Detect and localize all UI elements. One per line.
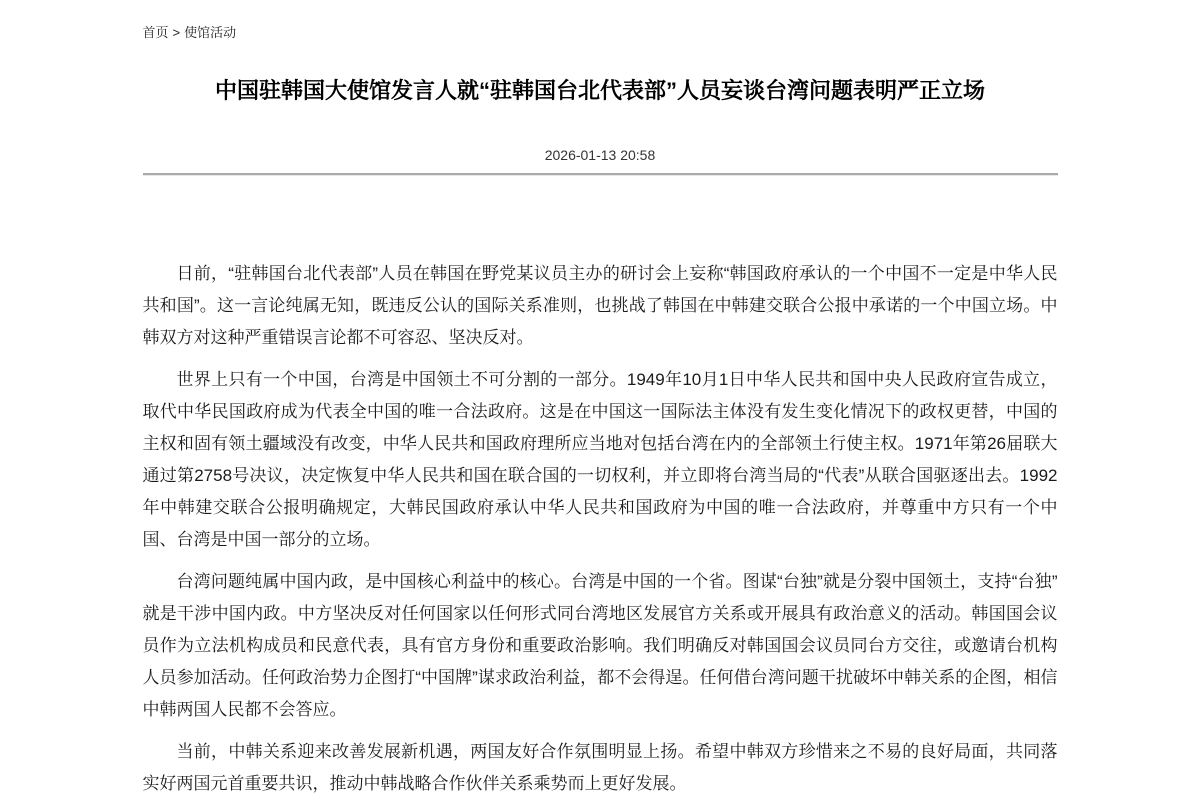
article-paragraph: 台湾问题纯属中国内政，是中国核心利益中的核心。台湾是中国的一个省。图谋“台独”就是分裂中国领土，支持“台独”就是干涉中国内政。中方坚决反对任何国家以任何形式同台湾地区发展官方关系或开展具有政治意义的活动。韩国国会议员作为立法机构成员和民意代表，具有官方身份和重要政治影响。我们明确反对韩国国会议员同台方交往，或邀请台机构人员参加活动。任何政治势力企图打“中国牌”谋求政治利益，都不会得逞。任何借台湾问题干扰破坏中韩关系的企图，相信中韩两国人民都不会答应。: [142, 572, 1058, 719]
breadcrumb-separator: >: [172, 25, 181, 40]
breadcrumb: [143, 0, 1058, 41]
article-paragraph: 当前，中韩关系迎来改善发展新机遇，两国友好合作氛围明显上扬。希望中韩双方珍惜来之不易的良好局面，共同落实好两国元首重要共识，推动中韩战略合作伙伴关系乘势而上更好发展。: [142, 742, 1058, 793]
title-divider: [143, 173, 1058, 176]
content-column: [143, 0, 1058, 800]
breadcrumb-section-link[interactable]: 使馆活动: [184, 25, 237, 40]
article-paragraph: 世界上只有一个中国，台湾是中国领土不可分割的一部分。1949年10月1日中华人民共和国中央人民政府宣告成立，取代中华民国政府成为代表全中国的唯一合法政府。这是在中国这一国际法主体没有发生变化情况下的政权更替，中国的主权和固有领土疆域没有改变，中华人民共和国政府理所应当地对包括台湾在内的全部领土行使主权。1971年第26届联大通过第2758号决议，决定恢复中华人民共和国在联合国的一切权利，并立即将台湾当局的“代表”从联合国驱逐出去。1992年中韩建交联合公报明确规定，大韩民国政府承认中华人民共和国政府为中国的唯一合法政府，并尊重中方只有一个中国、台湾是中国一部分的立场。: [142, 370, 1058, 549]
page-title: 中国驻韩国大使馆发言人就“驻韩国台北代表部”人员妄谈台湾问题表明严正立场: [214, 78, 985, 103]
article-date: 2026-01-13 20:58: [544, 147, 656, 163]
article-body: [143, 258, 1058, 800]
breadcrumb-home-link[interactable]: 首页: [142, 25, 169, 40]
article-paragraph: 日前，“驻韩国台北代表部”人员在韩国在野党某议员主办的研讨会上妄称“韩国政府承认的一个中国不一定是中华人民共和国”。这一言论纯属无知，既违反公认的国际关系准则，也挑战了韩国在中韩建交联合公报中承诺的一个中国立场。中韩双方对这种严重错误言论都不可容忍、坚决反对。: [142, 264, 1058, 347]
